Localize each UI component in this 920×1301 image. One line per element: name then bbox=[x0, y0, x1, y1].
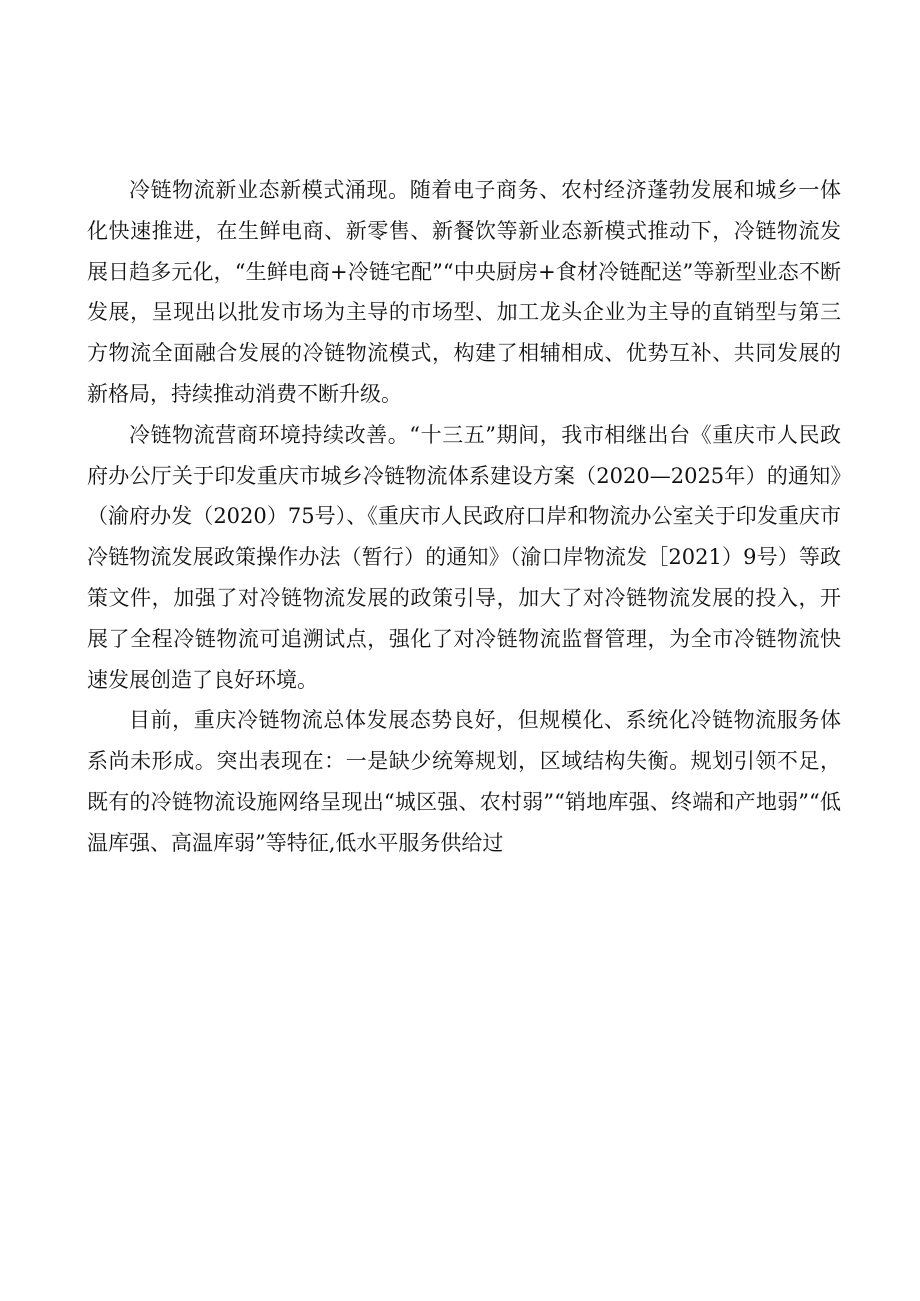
paragraph-current-situation: 目前，重庆冷链物流总体发展态势良好，但规模化、系统化冷链物流服务体系尚未形成。突出表现在：一是缺少统筹规划，区域结构失衡。规划引领不足，既有的冷链物流设施网络呈现出“城区强、农村弱”“销地库强、终端和产地弱”“低温库强、高温库弱”等特征,低水平服务供给过 bbox=[87, 708, 841, 855]
paragraph-cold-chain-new-models: 冷链物流新业态新模式涌现。随着电子商务、农村经济蓬勃发展和城乡一体化快速推进，在生鲜电商、新零售、新餐饮等新业态新模式推动下，冷链物流发展日趋多元化，“生鲜电商+冷链宅配”“中央厨房+食材冷链配送”等新型业态不断发展，呈现出以批发市场为主导的市场型、加工龙头企业为主导的直销型与第三方物流全面融合发展的冷链物流模式，构建了相辅相成、优势互补、共同发展的新格局，持续推动消费不断升级。 bbox=[87, 178, 841, 406]
document-body bbox=[87, 170, 841, 864]
paragraph-business-environment: 冷链物流营商环境持续改善。“十三五”期间，我市相继出台《重庆市人民政府办公厅关于印发重庆市城乡冷链物流体系建设方案（2020—2025年）的通知》（渝府办发（2020）75号）、《重庆市人民政府口岸和物流办公室关于印发重庆市冷链物流发展政策操作办法（暂行）的通知》（渝口岸物流发［2021）9号）等政策文件，加强了对冷链物流发展的政策引导，加大了对冷链物流发展的投入，开展了全程冷链物流可追溯试点，强化了对冷链物流监督管理，为全市冷链物流快速发展创造了良好环境。 bbox=[87, 422, 841, 692]
